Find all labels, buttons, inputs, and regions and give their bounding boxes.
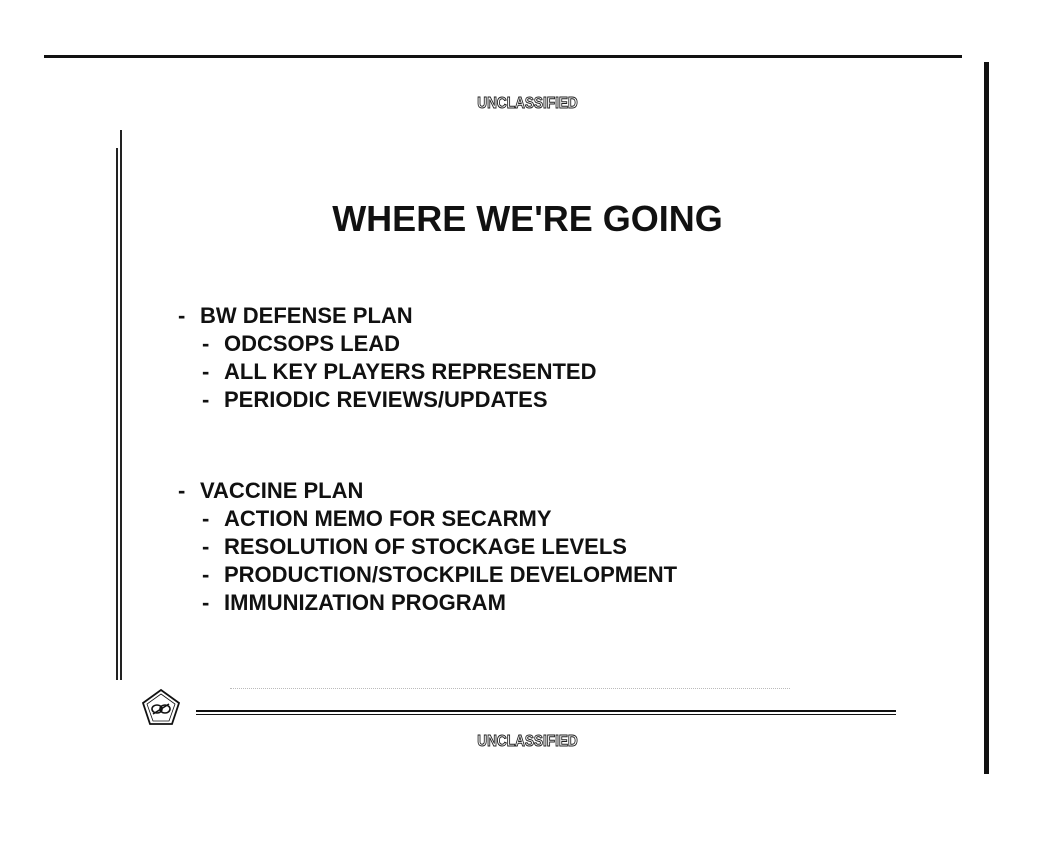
bullet-dash: -	[202, 359, 210, 384]
list-item-text: PRODUCTION/STOCKPILE DEVELOPMENT	[224, 562, 678, 587]
list-item-text: ACTION MEMO FOR SECARMY	[224, 506, 552, 531]
list-item	[178, 505, 878, 533]
pentagon-seal-icon	[141, 688, 181, 726]
slide-content	[178, 302, 878, 617]
section-heading	[178, 477, 878, 505]
section-heading	[178, 302, 878, 330]
list-item	[178, 589, 878, 617]
bullet-dash: -	[202, 534, 210, 559]
section-bw-defense-plan	[178, 302, 878, 414]
section-heading-text: VACCINE PLAN	[200, 478, 364, 503]
list-item	[178, 561, 878, 589]
list-item-text: IMMUNIZATION PROGRAM	[224, 590, 506, 615]
bullet-dash: -	[178, 303, 186, 328]
slide-title: WHERE WE'RE GOING	[332, 198, 723, 239]
footer-rule-thin	[196, 714, 896, 715]
bullet-dash: -	[202, 331, 210, 356]
list-item-text: ODCSOPS LEAD	[224, 331, 401, 356]
list-item	[178, 330, 878, 358]
bullet-dash: -	[178, 478, 186, 503]
section-heading-text: BW DEFENSE PLAN	[200, 303, 413, 328]
bullet-dash: -	[202, 506, 210, 531]
list-item-text: ALL KEY PLAYERS REPRESENTED	[224, 359, 597, 384]
classification-stamp-top: UNCLASSIFIED	[477, 95, 578, 112]
bullet-dash: -	[202, 562, 210, 587]
list-item-text: PERIODIC REVIEWS/UPDATES	[224, 387, 548, 412]
bullet-dash: -	[202, 387, 210, 412]
list-item-text: RESOLUTION OF STOCKAGE LEVELS	[224, 534, 627, 559]
list-item	[178, 533, 878, 561]
faint-scan-artifact-line	[230, 688, 790, 690]
footer-rule	[196, 710, 896, 712]
list-item	[178, 358, 878, 386]
right-border-rule	[984, 62, 989, 774]
bullet-dash: -	[202, 590, 210, 615]
section-vaccine-plan	[178, 477, 878, 617]
list-item	[178, 386, 878, 414]
top-border-rule	[44, 55, 962, 58]
classification-stamp-bottom: UNCLASSIFIED	[477, 733, 578, 750]
